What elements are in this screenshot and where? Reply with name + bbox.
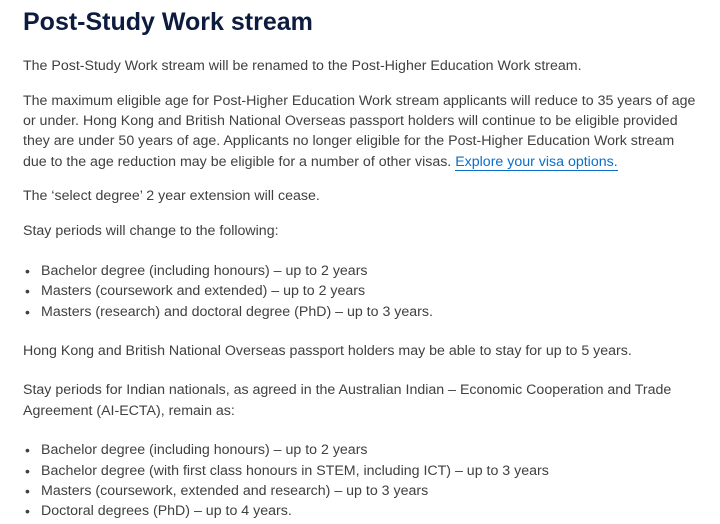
age-paragraph [23,91,696,172]
indian-stay-periods-list [23,440,696,521]
explore-visa-options-link[interactable]: Explore your visa options. [455,153,618,170]
list-item: • Masters (coursework, extended and research) – up to 3 years [41,481,696,501]
bullet-icon: • [25,303,30,320]
list-item: • Masters (coursework and extended) – up to 2 years [41,281,696,301]
indian-intro-paragraph: Stay periods for Indian nationals, as agreed in the Australian Indian – Economic Cooperation and Trade Agreement (AI-ECTA), remain as: [23,382,672,419]
stay-intro-paragraph: Stay periods will change to the following: [23,223,279,240]
extension-paragraph: The ‘select degree’ 2 year extension will cease. [23,188,320,205]
bullet-icon: • [25,482,30,499]
bullet-icon: • [25,283,30,300]
list-item: • Bachelor degree (with first class honours in STEM, including ICT) – up to 3 years [41,461,696,481]
rename-paragraph: The Post-Study Work stream will be renamed to the Post-Higher Education Work stream. [23,58,582,74]
bullet-icon: • [25,442,30,459]
list-item: • Doctoral degrees (PhD) – up to 4 years. [41,501,696,521]
page-title: Post-Study Work stream [23,8,313,36]
list-item: • Masters (research) and doctoral degree (PhD) – up to 3 years. [41,302,696,322]
bullet-icon: • [25,263,30,280]
bullet-icon: • [25,503,30,520]
age-paragraph-text: The maximum eligible age for Post-Higher Education Work stream applicants will reduce to 35 years of age or under. Hong Kong and British National Overseas passport holders will continue to be eligible provided they are under 50 years of age. Applicants no longer eligible for the Post-Higher Education Work stream due to the age reduction may be eligible for a number of other visas. [23,92,696,170]
list-item: • Bachelor degree (including honours) – up to 2 years [41,440,696,460]
stay-periods-list [23,261,696,322]
list-item: • Bachelor degree (including honours) – up to 2 years [41,261,696,281]
hk-bno-paragraph: Hong Kong and British National Overseas passport holders may be able to stay for up to 5 years. [23,342,632,359]
bullet-icon: • [25,462,30,479]
